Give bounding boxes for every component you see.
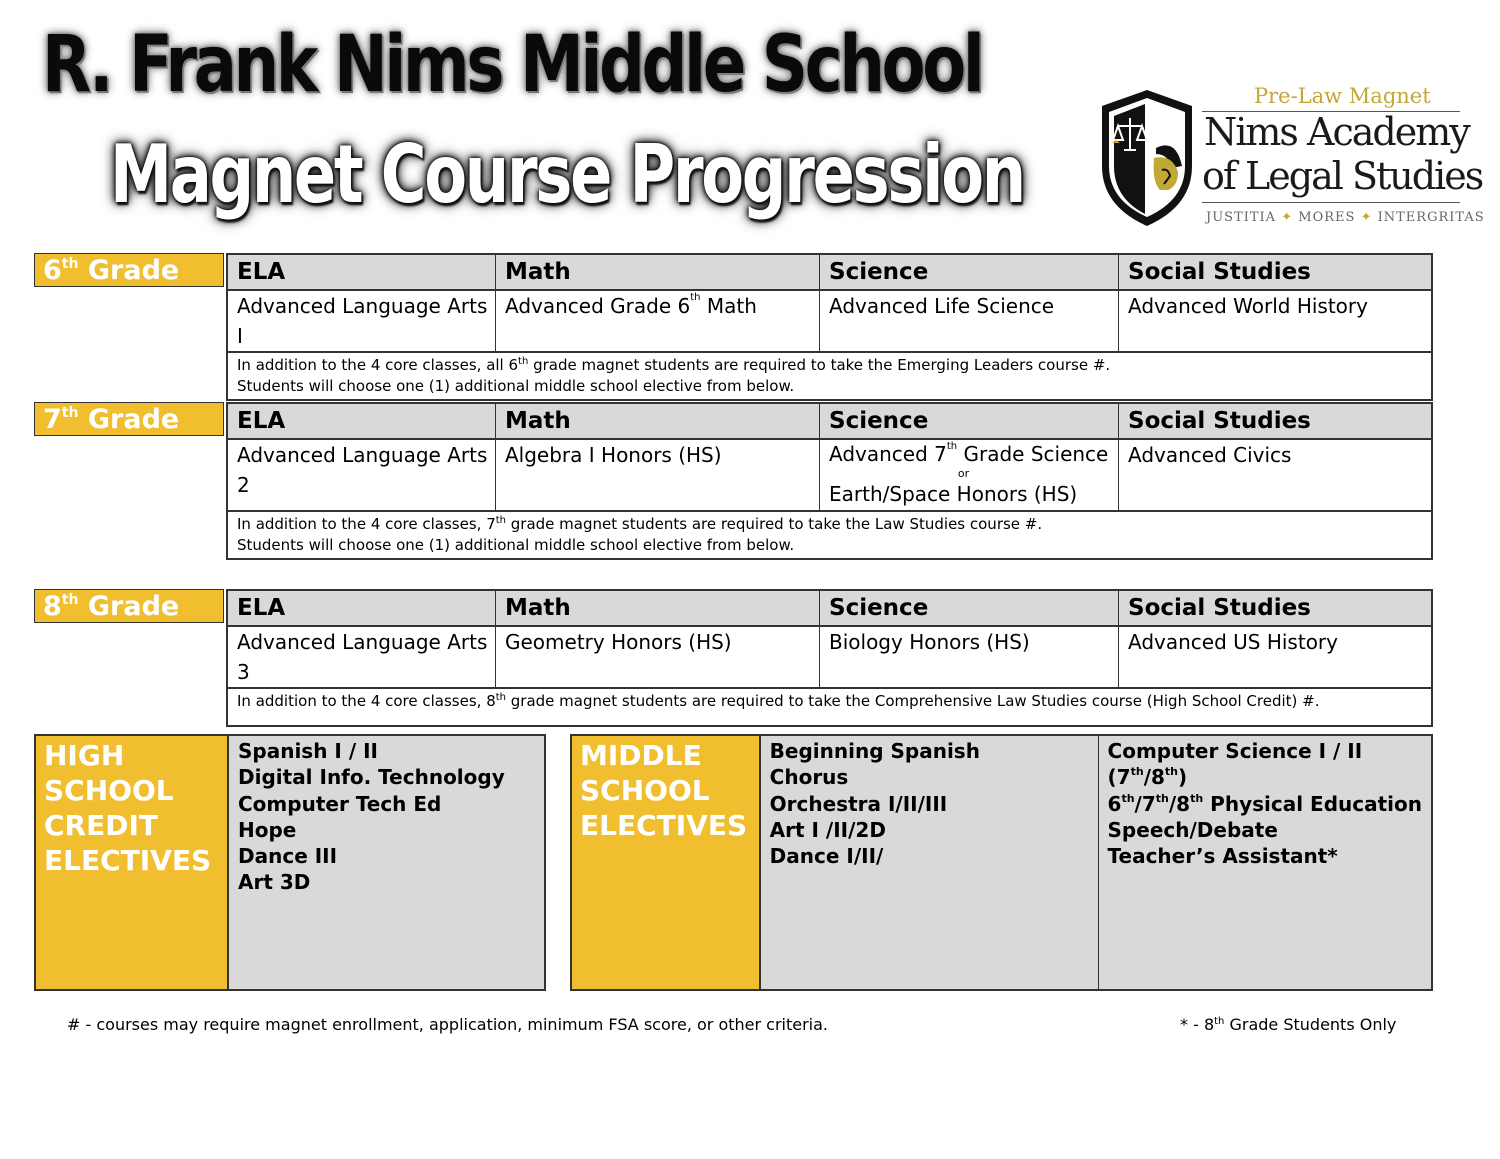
list-item: Chorus	[769, 765, 849, 790]
diamond-separator-icon: ✦	[1360, 210, 1373, 225]
grade-requirement-note: In addition to the 4 core classes, 8th grade magnet students are required to take the Comprehensive Law Studies course (High School Credit) #.	[237, 692, 1320, 710]
list-item: Dance III	[238, 844, 338, 869]
electives-list	[229, 736, 514, 989]
math-course: Algebra I Honors (HS)	[496, 440, 820, 510]
school-name-title: R. Frank Nims Middle School	[42, 20, 982, 110]
list-item: Orchestra I/II/III	[769, 791, 948, 816]
grade-7-section	[34, 402, 1433, 555]
footnote-criteria: # - courses may require magnet enrollment, application, minimum FSA score, or other criteria.	[67, 1015, 828, 1034]
list-item: Computer Tech Ed	[238, 791, 442, 816]
grade-8-section	[34, 589, 1433, 710]
ela-course: Advanced Language Arts 3	[228, 627, 496, 687]
ela-course: Advanced Language Arts I	[228, 291, 496, 351]
electives-list	[761, 736, 1099, 989]
social-studies-course: Advanced Civics	[1128, 443, 1292, 467]
logo-name-line2: of Legal Studies	[1202, 154, 1483, 198]
footnote-8th-grade: * - 8th Grade Students Only	[1180, 1015, 1397, 1034]
column-header-ela: ELA	[228, 404, 496, 438]
social-studies-course: Advanced US History	[1128, 630, 1338, 654]
column-header-social-studies: Social Studies	[1128, 259, 1311, 285]
logo-motto: JUSTITIA ✦ MORES ✦ INTERGRITAS	[1206, 210, 1485, 225]
list-item: Art 3D	[238, 870, 311, 895]
grade-6-section	[34, 253, 1433, 395]
grade-label: 7th Grade	[34, 402, 224, 436]
column-header-science: Science	[820, 404, 1119, 438]
column-header-science: Science	[820, 255, 1119, 289]
logo-tagline: Pre-Law Magnet	[1254, 84, 1431, 108]
science-course: Biology Honors (HS)	[820, 627, 1119, 687]
column-header-ela: ELA	[228, 591, 496, 625]
table-header-row	[228, 591, 1431, 627]
academy-logo	[1098, 84, 1485, 232]
electives-label: MIDDLE SCHOOL ELECTIVES	[572, 736, 761, 989]
science-course: Advanced 7th Grade Science or Earth/Space Honors (HS)	[820, 440, 1119, 510]
science-course: Advanced Life Science	[820, 291, 1119, 351]
list-item: (7th/8th)	[1107, 765, 1188, 790]
table-header-row	[228, 404, 1431, 440]
table-row	[228, 440, 1431, 512]
list-item: Teacher’s Assistant*	[1107, 844, 1338, 869]
grade-requirement-note: In addition to the 4 core classes, all 6th grade magnet students are required to take the Emerging Leaders course #. Students will choose one (1) additional middle school elective from below.	[237, 356, 1111, 395]
grade-label: 8th Grade	[34, 589, 224, 623]
page-title: Magnet Course Progression	[110, 128, 1024, 221]
math-course: Geometry Honors (HS)	[496, 627, 820, 687]
course-table	[226, 253, 1433, 401]
ela-course: Advanced Language Arts 2	[228, 440, 496, 510]
list-item: Hope	[238, 817, 297, 842]
list-item: Spanish I / II	[238, 739, 378, 763]
list-item: Art I /II/2D	[769, 817, 886, 842]
column-header-ela: ELA	[228, 255, 496, 289]
list-item: 6th/7th/8th Physical Education	[1107, 791, 1422, 816]
electives-label: HIGH SCHOOL CREDIT ELECTIVES	[36, 736, 229, 989]
logo-name-line1: Nims Academy	[1204, 110, 1469, 154]
list-item: Computer Science I / II	[1107, 739, 1363, 763]
column-header-science: Science	[820, 591, 1119, 625]
list-item: Dance I/II/	[769, 844, 884, 869]
high-school-credit-electives	[34, 734, 546, 991]
table-row	[228, 627, 1431, 689]
logo-rule	[1202, 202, 1460, 203]
shield-icon	[1098, 88, 1196, 228]
column-header-math: Math	[496, 591, 820, 625]
list-item: Digital Info. Technology	[238, 765, 505, 790]
math-course: Advanced Grade 6th Math	[496, 291, 820, 351]
column-header-social-studies: Social Studies	[1128, 408, 1311, 434]
course-table	[226, 589, 1433, 727]
course-table	[226, 402, 1433, 560]
column-header-social-studies: Social Studies	[1128, 595, 1311, 621]
grade-requirement-note: In addition to the 4 core classes, 7th grade magnet students are required to take the Law Studies course #. Students will choose one (1) additional middle school elective from below.	[237, 515, 1043, 554]
column-header-math: Math	[496, 404, 820, 438]
social-studies-course: Advanced World History	[1128, 294, 1368, 318]
column-header-math: Math	[496, 255, 820, 289]
diamond-separator-icon: ✦	[1281, 210, 1294, 225]
grade-label: 6th Grade	[34, 253, 224, 287]
middle-school-electives	[570, 734, 1433, 991]
electives-list	[1099, 736, 1431, 989]
table-header-row	[228, 255, 1431, 291]
list-item: Beginning Spanish	[769, 739, 980, 763]
table-row	[228, 291, 1431, 353]
list-item: Speech/Debate	[1107, 817, 1278, 842]
